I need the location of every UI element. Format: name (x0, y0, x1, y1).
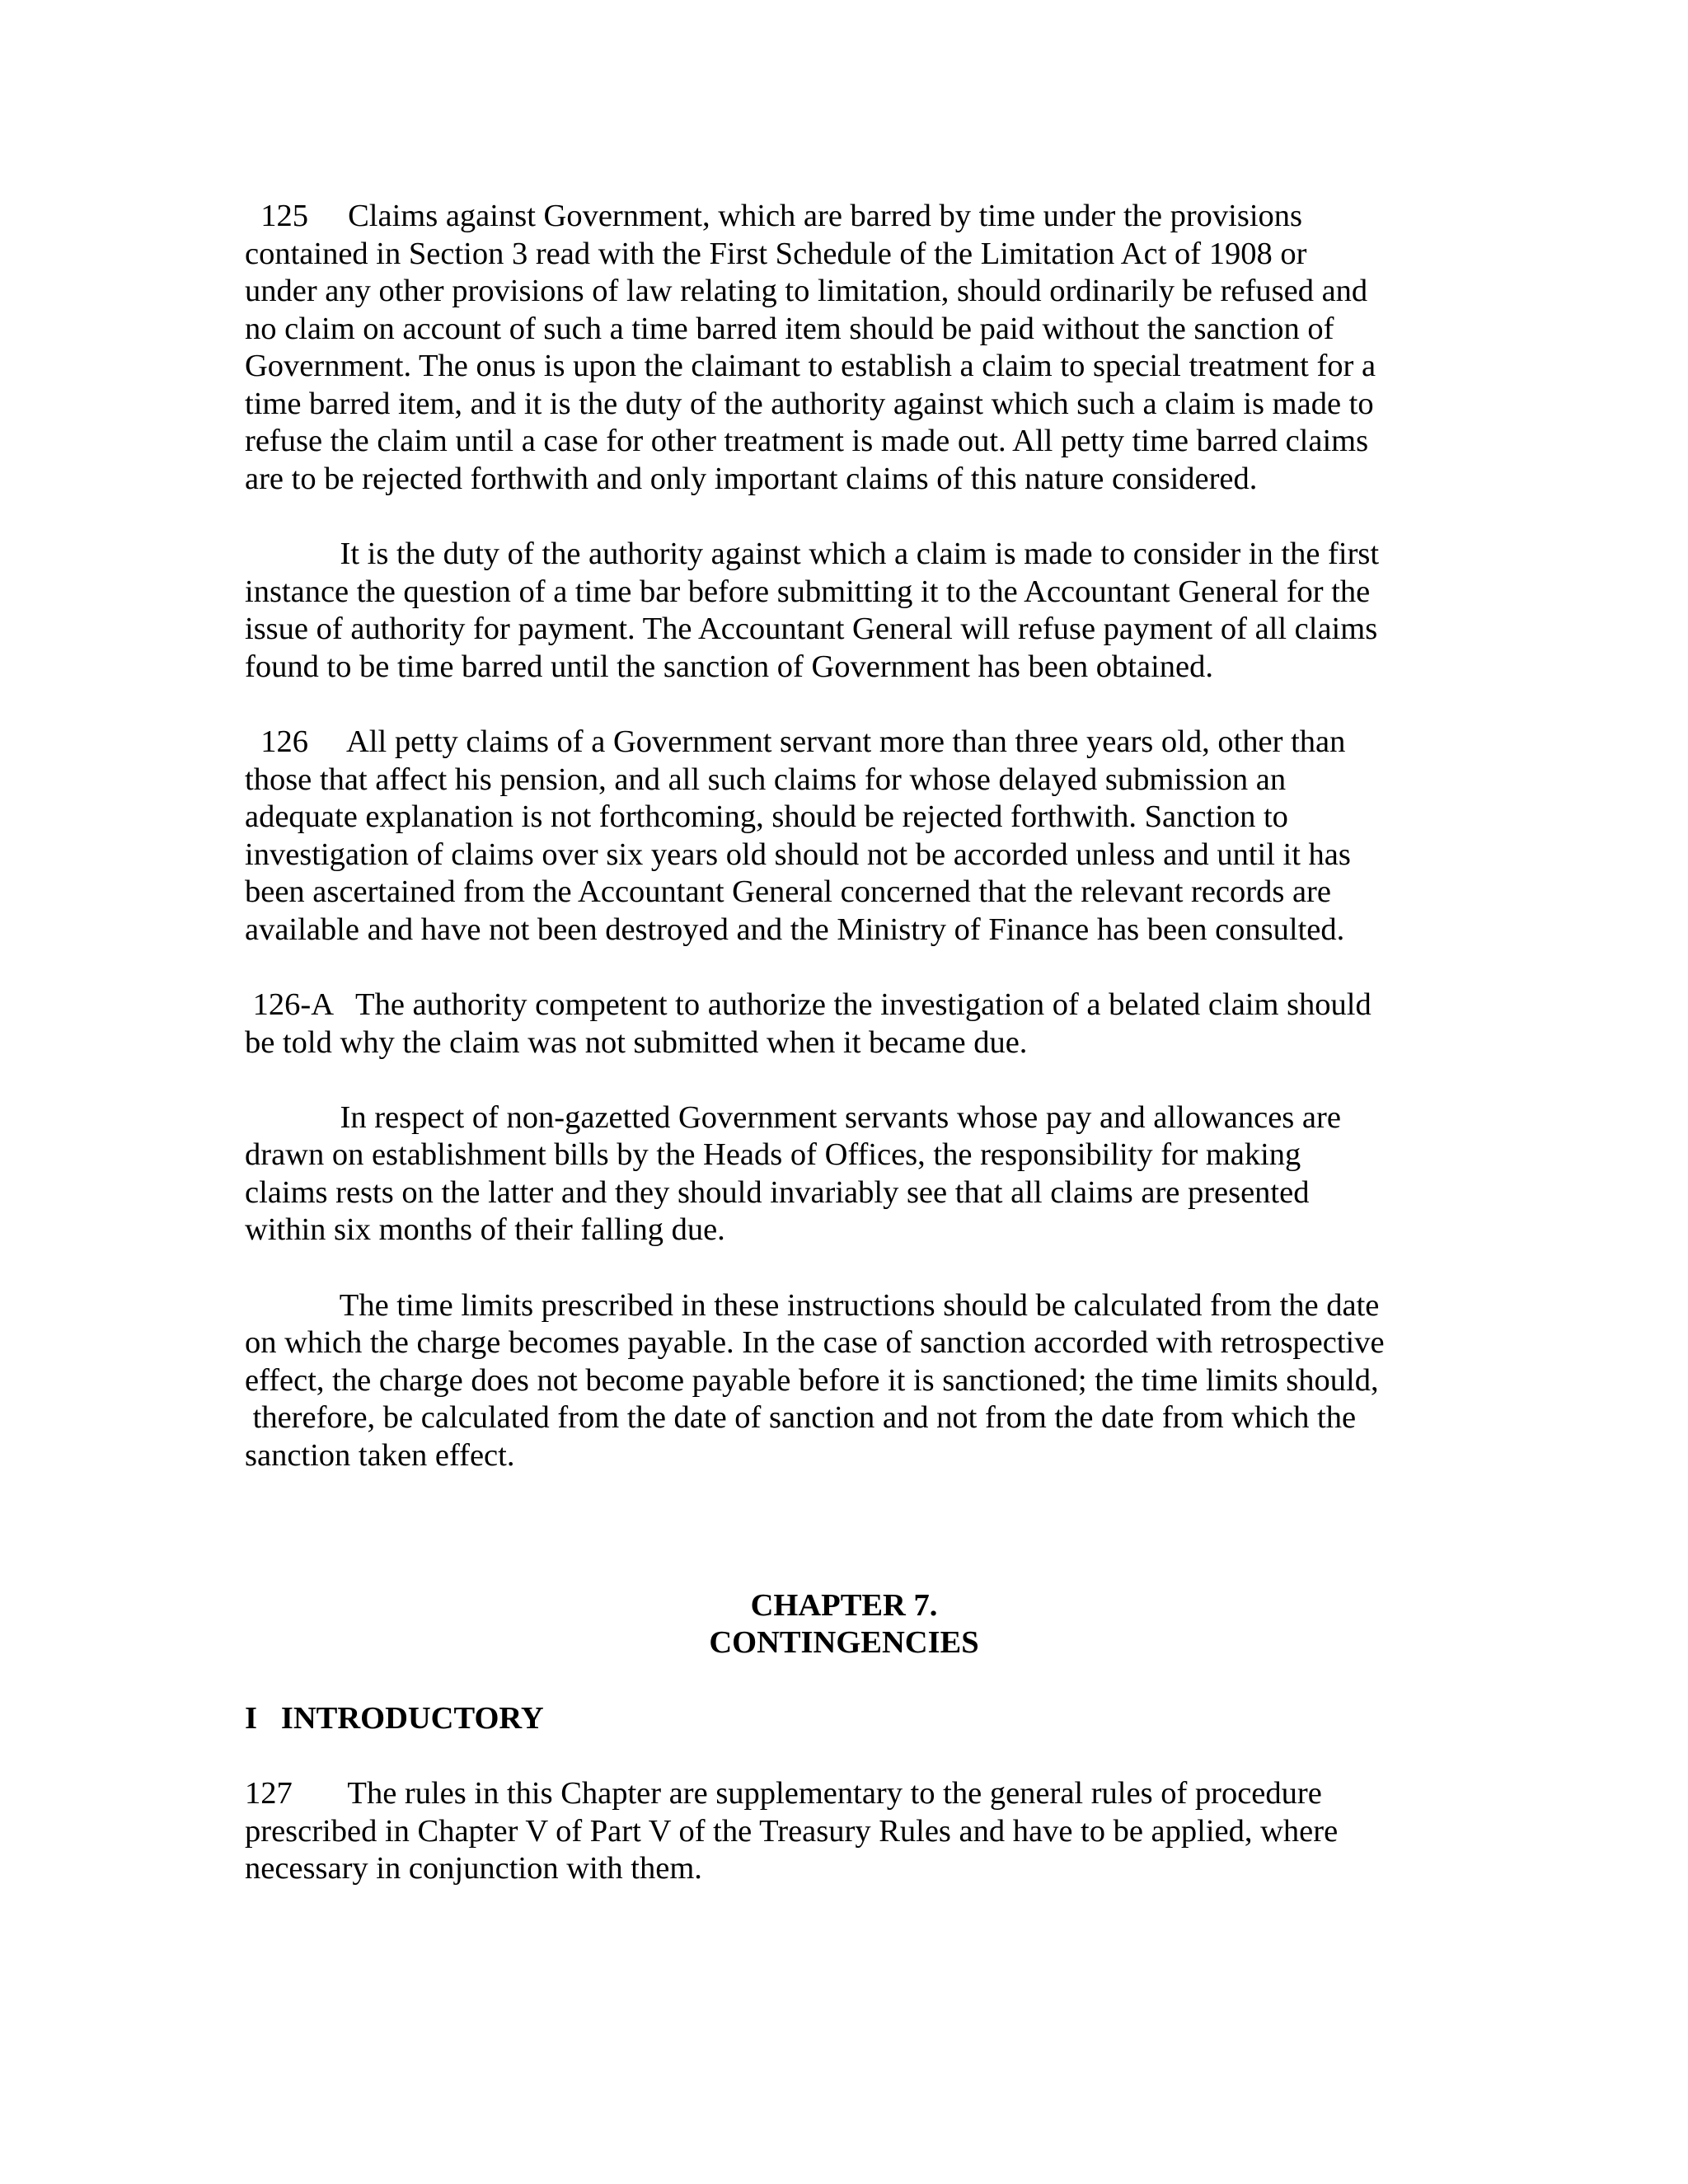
text-line: under any other provisions of law relating to limitation, should ordinarily be refused and (245, 274, 1368, 308)
text-line: prescribed in Chapter V of Part V of the Treasury Rules and have to be applied, where (245, 1814, 1339, 1849)
text-line: no claim on account of such a time barred item should be paid without the sanction of (245, 312, 1334, 346)
text-line: refuse the claim until a case for other treatment is made out. All petty time barred claims (245, 424, 1369, 458)
text-line: contained in Section 3 read with the First Schedule of the Limitation Act of 1908 or (245, 237, 1307, 271)
text-line: are to be rejected forthwith and only important claims of this nature considered. (245, 462, 1258, 496)
text-line: necessary in conjunction with them. (245, 1851, 702, 1886)
text-line: available and have not been destroyed and the Ministry of Finance has been consulted. (245, 912, 1345, 947)
text-line: found to be time barred until the sanction of Government has been obtained. (245, 649, 1213, 684)
text-line: time barred item, and it is the duty of the authority against which such a claim is made to (245, 387, 1374, 421)
text-line: therefore, be calculated from the date of sanction and not from the date from which the (245, 1400, 1357, 1435)
text-line: sanction taken effect. (245, 1438, 515, 1473)
text-line: The time limits prescribed in these instructions should be calculated from the date (245, 1288, 1380, 1323)
text-line: 125 Claims against Government, which are barred by time under the provisions (245, 199, 1303, 233)
text-line: investigation of claims over six years old should not be accorded unless and until it has (245, 837, 1351, 872)
text-line: within six months of their falling due. (245, 1212, 725, 1247)
text-line: been ascertained from the Accountant General concerned that the relevant records are (245, 874, 1331, 909)
section-heading: I INTRODUCTORY (245, 1701, 544, 1736)
text-line: 126 All petty claims of a Government servant more than three years old, other than (245, 724, 1346, 759)
text-line: 127 The rules in this Chapter are supplementary to the general rules of procedure (245, 1776, 1322, 1811)
text-line: adequate explanation is not forthcoming, should be rejected forthwith. Sanction to (245, 799, 1288, 834)
text-line: 126-A The authority competent to authorize the investigation of a belated claim should (245, 987, 1372, 1022)
text-line: It is the duty of the authority against which a claim is made to consider in the first (245, 537, 1380, 571)
text-line: effect, the charge does not become payable before it is sanctioned; the time limits should, (245, 1363, 1379, 1398)
text-line: on which the charge becomes payable. In the case of sanction accorded with retrospective (245, 1325, 1385, 1360)
text-line: be told why the claim was not submitted when it became due. (245, 1025, 1028, 1060)
text-line: Government. The onus is upon the claimant to establish a claim to special treatment for a (245, 349, 1376, 383)
text-line: In respect of non-gazetted Government servants whose pay and allowances are (245, 1100, 1341, 1135)
text-line: those that affect his pension, and all such claims for whose delayed submission an (245, 762, 1287, 797)
chapter-title: CONTINGENCIES (709, 1625, 979, 1660)
text-line: drawn on establishment bills by the Heads of Offices, the responsibility for making (245, 1137, 1301, 1172)
chapter-heading: CHAPTER 7. (750, 1588, 938, 1623)
text-line: claims rests on the latter and they should invariably see that all claims are presented (245, 1175, 1310, 1210)
text-line: issue of authority for payment. The Accountant General will refuse payment of all claims (245, 612, 1378, 646)
text-line: instance the question of a time bar before submitting it to the Accountant General for the (245, 574, 1371, 609)
